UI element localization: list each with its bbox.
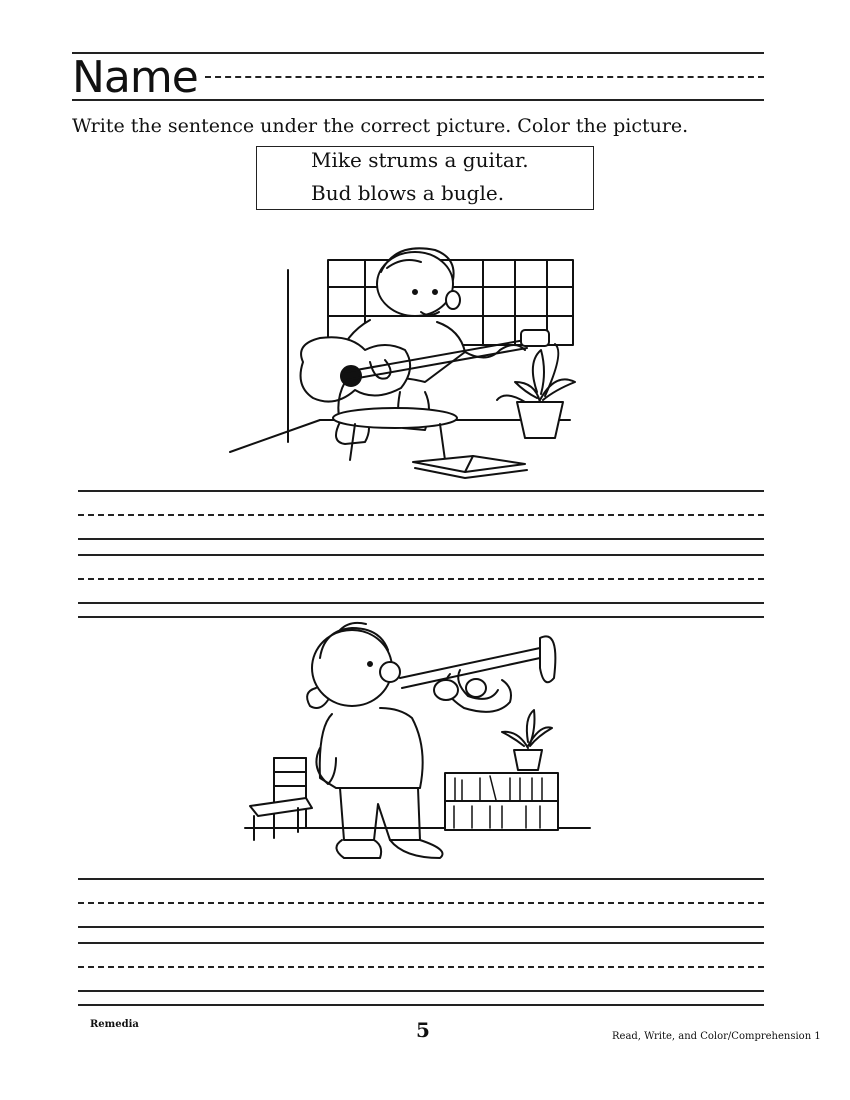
writing-line-4-mid bbox=[78, 966, 764, 968]
publisher-label: Remedia bbox=[90, 1019, 139, 1030]
boy-playing-guitar-illustration bbox=[225, 232, 595, 494]
boy-playing-bugle-illustration bbox=[240, 618, 600, 874]
name-bottom-line bbox=[205, 99, 764, 101]
writing-line-4-base bbox=[78, 990, 764, 992]
writing-line-3-mid bbox=[78, 902, 764, 904]
page-number: 5 bbox=[416, 1018, 430, 1042]
sentence-box bbox=[256, 146, 594, 210]
writing-line-2-top bbox=[78, 554, 764, 556]
writing-line-1-top bbox=[78, 490, 764, 492]
book-title: Read, Write, and Color/Comprehension 1 bbox=[612, 1031, 821, 1042]
writing-line-3-top bbox=[78, 878, 764, 880]
sentence-2: Bud blows a bugle. bbox=[311, 181, 505, 205]
name-label: Name bbox=[72, 52, 198, 103]
writing-line-4-bottom bbox=[78, 1004, 764, 1006]
name-base-underline bbox=[72, 99, 206, 101]
writing-line-2-mid bbox=[78, 578, 764, 580]
instructions-text: Write the sentence under the correct picture. Color the picture. bbox=[72, 115, 689, 137]
writing-line-1-mid bbox=[78, 514, 764, 516]
name-mid-line bbox=[205, 76, 764, 78]
writing-line-4-top bbox=[78, 942, 764, 944]
writing-line-2-base bbox=[78, 602, 764, 604]
sentence-1: Mike strums a guitar. bbox=[311, 148, 529, 172]
writing-line-1-base bbox=[78, 538, 764, 540]
writing-line-3-base bbox=[78, 926, 764, 928]
